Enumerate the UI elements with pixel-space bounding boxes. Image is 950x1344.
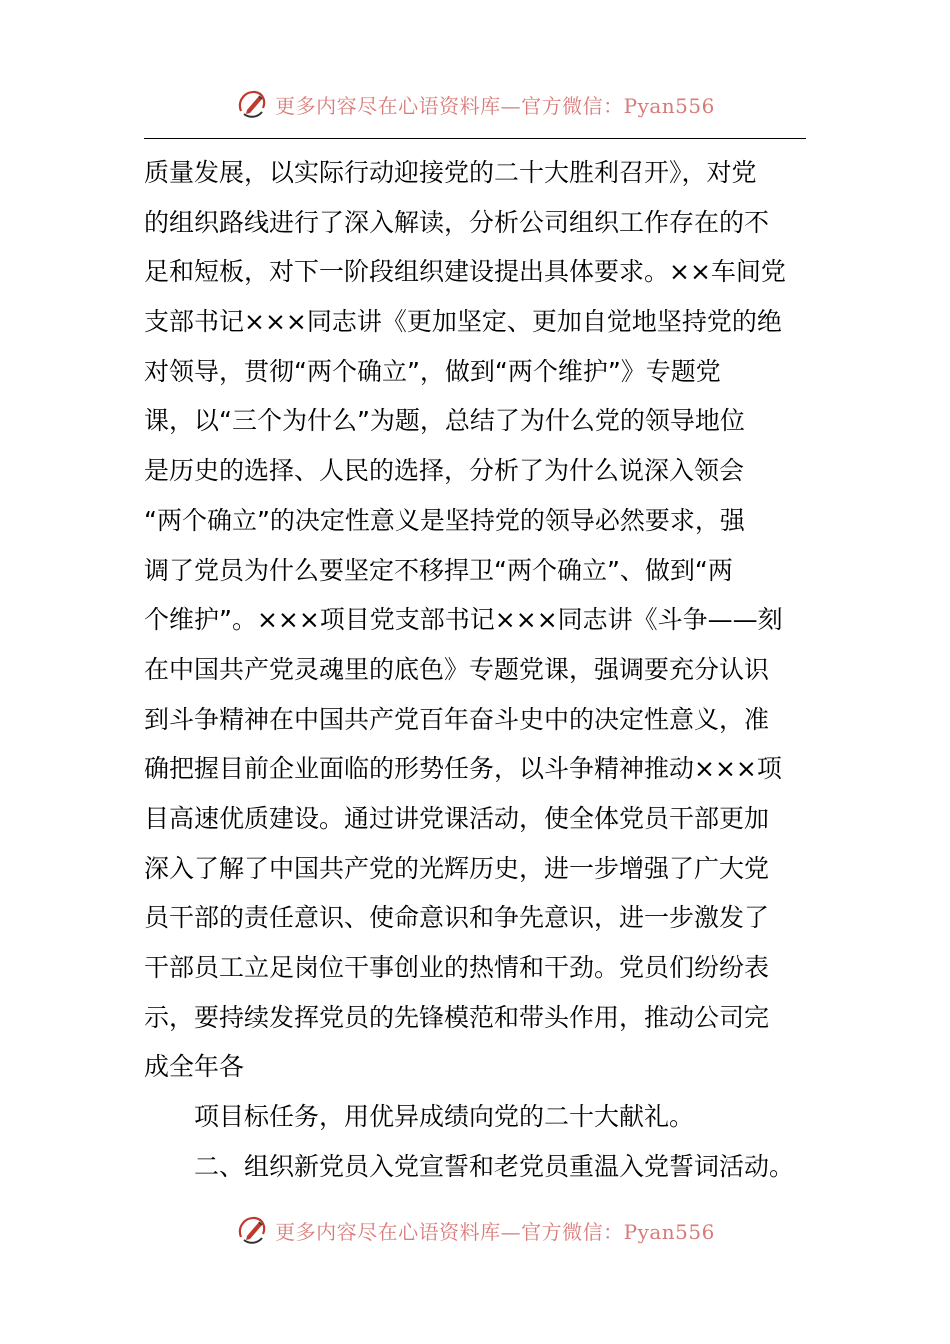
body-line: 到斗争精神在中国共产党百年奋斗史中的决定性意义，准: [144, 704, 770, 734]
body-line: 目高速优质建设。通过讲党课活动，使全体党员干部更加: [144, 803, 770, 833]
body-line: 质量发展，以实际行动迎接党的二十大胜利召开》，对党: [144, 158, 757, 187]
banner-text: 更多内容尽在心语资料库—官方微信：Pyan556: [275, 93, 715, 118]
body-line: 是历史的选择、人民的选择，分析了为什么说深入领会: [144, 456, 745, 486]
body-line: “两个确立”的决定性意义是坚持党的领导必然要求，强: [144, 505, 745, 535]
document-body: [144, 148, 804, 1191]
body-line: 示，要持续发挥党员的先锋模范和带头作用，推动公司完: [144, 1002, 770, 1032]
header-rule: [144, 138, 806, 139]
paragraph-line: 项目标任务，用优异成绩向党的二十大献礼。: [194, 1102, 695, 1132]
body-line: 干部员工立足岗位干事创业的热情和干劲。党员们纷纷表: [144, 953, 770, 982]
body-line: 成全年各: [144, 1052, 245, 1082]
body-line: 确把握目前企业面临的形势任务，以斗争精神推动×××项: [144, 754, 782, 784]
banner-text: 更多内容尽在心语资料库—官方微信：Pyan556: [275, 1219, 715, 1244]
body-line: 个维护”。×××项目党支部书记×××同志讲《斗争——刻: [144, 605, 783, 635]
body-line: 调了党员为什么要坚定不移捍卫“两个确立”、做到“两: [144, 555, 733, 585]
header-banner: [0, 84, 950, 124]
body-line: 对领导，贯彻“两个确立”，做到“两个维护”》专题党: [144, 356, 721, 386]
body-line: 员干部的责任意识、使命意识和争先意识，进一步激发了: [144, 903, 770, 933]
body-line: 支部书记×××同志讲《更加坚定、更加自觉地坚持党的绝: [144, 307, 782, 337]
body-line: 在中国共产党灵魂里的底色》专题党课，强调要充分认识: [144, 654, 770, 684]
pen-circle-logo-icon: [235, 1213, 269, 1247]
body-line: 深入了解了中国共产党的光辉历史，进一步增强了广大党: [144, 853, 770, 883]
pen-circle-logo-icon: [235, 87, 269, 121]
section-heading: 二、组织新党员入党宣誓和老党员重温入党誓词活动。: [194, 1151, 795, 1181]
body-line: 课，以“三个为什么”为题，总结了为什么党的领导地位: [144, 406, 745, 436]
body-line: 足和短板，对下一阶段组织建设提出具体要求。××车间党: [144, 257, 786, 287]
footer-banner: [0, 1210, 950, 1250]
body-line: 的组织路线进行了深入解读，分析公司组织工作存在的不: [144, 207, 770, 237]
